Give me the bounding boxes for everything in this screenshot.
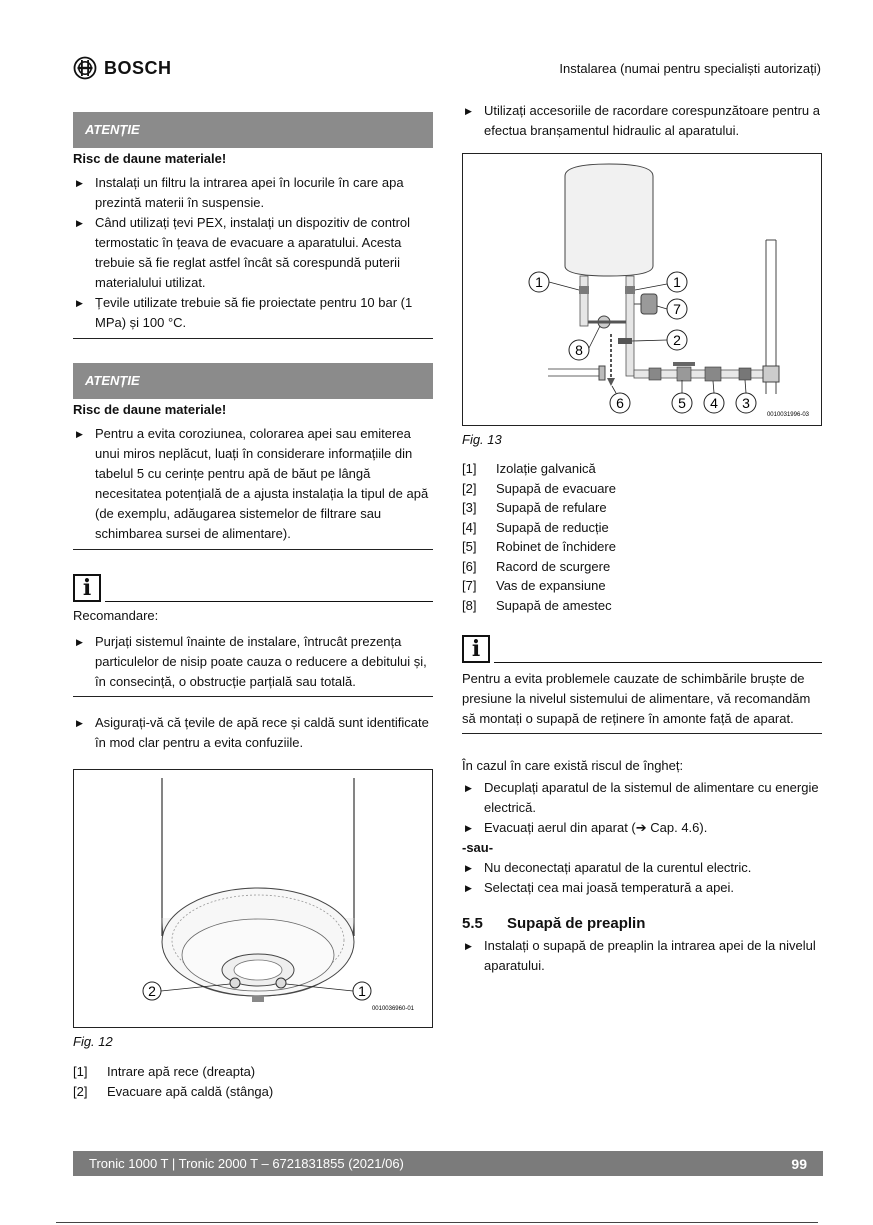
callout-label: 3 [742,395,750,411]
page-number: 99 [791,1155,807,1172]
section-title: Supapă de preaplin [507,915,646,932]
figure-code: 0010031996-03 [766,412,809,418]
info-icon: i [73,574,101,602]
list-item: ▶ Instalați o supapă de preaplin la intrarea apei de la nivelul aparatului. [462,936,822,976]
list-item: ▶ Evacuați aerul din aparat (➔ Cap. 4.6). [462,818,822,838]
callout-4 [704,381,724,413]
callout-label: 1 [673,274,681,290]
list-item: ▶ Decuplați aparatul de la sistemul de alimentare cu energie electrică. [462,778,822,818]
info-icon: i [462,635,490,663]
divider [462,733,822,734]
divider [73,338,433,339]
callout-3 [736,380,756,413]
legend-text: Vas de expansiune [496,578,606,593]
info-header [73,574,433,602]
callout-label: 1 [535,274,543,290]
legend-number: [8] [462,597,477,613]
callout-7 [657,299,687,319]
callout-label: 2 [673,332,681,348]
callout-5 [672,380,692,413]
info-list [73,632,433,692]
list-item: ▶ Selectați cea mai joasă temperatură a apei. [462,878,822,898]
list-item: ▶ Țevile utilizate trebuie să fie proiectate pentru 10 bar (1 MPa) și 100 °C. [73,293,433,333]
list-item: ▶ Când utilizați țevi PEX, instalați un dispozitiv de control termostatic în țeava de evacuare a aparatului. Acesta trebuie să fie reglat astfel încât să corespundă puterii materialului utilizat. [73,213,433,293]
info-lead: Recomandare: [73,608,159,623]
callout-label: 4 [710,395,718,411]
legend-text: Intrare apă rece (dreapta) [107,1064,256,1079]
legend-text: Supapă de evacuare [496,480,616,496]
list-item: ▶ Purjați sistemul înainte de instalare, întrucât prezența particulelor de nisip poate cauza o reducere a debitului și, în consecință, o obstrucție parțială sau totală. [73,632,433,692]
legend-text: Racord de scurgere [496,558,611,574]
figure-legend [462,459,822,615]
callout-1-right [635,272,687,292]
callout-label: 8 [575,342,583,358]
legend-text: Robinet de închidere [496,539,616,554]
legend-number: [6] [462,558,477,574]
legend-number: [2] [73,1083,88,1099]
callout-label: 7 [673,301,681,317]
legend-text: Supapă de reducție [496,519,609,535]
water-heater-bottom-illustration [74,770,432,1027]
divider [494,662,822,663]
callout-label: 5 [678,395,686,411]
legend-text: Evacuare apă caldă (stânga) [107,1083,274,1099]
warning-bar: ATENȚIE [73,112,433,148]
legend-number: [4] [462,519,477,535]
callout-1-left [529,272,579,292]
legend-number: [1] [462,461,477,476]
footer-document-id: Tronic 1000 T | Tronic 2000 T – 6721831855 (2021/06) [89,1156,404,1171]
warning-bar: ATENȚIE [73,363,433,399]
legend-number: [7] [462,578,477,593]
callout-label: 6 [616,395,624,411]
bottom-divider [56,1222,818,1223]
legend-number: [2] [462,480,477,496]
figure-caption: Fig. 13 [462,432,502,447]
list-item: ▶ Pentru a evita coroziunea, colorarea apei sau emiterea unui miros neplăcut, luați în considerare informațiile din tabelul 5 cu cerințe pentru apă de băut pe lângă necesitatea potențială de a ajusta instalația la tipul de apă (de exemplu, adăugarea sistemelor de filtrare sau schimbarea sursei de alimentare). [73,424,433,544]
legend-number: [3] [462,500,477,515]
list-item: ▶ Nu deconectați aparatul de la curentul electric. [462,858,822,878]
legend-number: [1] [73,1064,88,1079]
brand-name: BOSCH [104,57,172,78]
callout-8 [569,326,600,360]
brand-logo [73,56,172,80]
warning-list [73,424,433,544]
section-heading [462,914,822,934]
divider [73,696,433,697]
frost-list [462,778,822,838]
figure-caption: Fig. 12 [73,1034,113,1049]
warning-list [73,173,433,333]
legend-text: Supapă de amestec [496,597,612,613]
list-item: ▶ Utilizați accesoriile de racordare corespunzătoare pentru a efectua branșamentul hidraulic al aparatului. [462,101,822,141]
figure-code: 0010036960-01 [371,1006,414,1012]
warning-title: Risc de daune materiale! [73,151,227,166]
or-separator: -sau- [462,840,494,855]
legend-number: [5] [462,539,477,554]
frost-lead: În cazul în care există riscul de îngheț: [462,758,684,773]
callout-6 [610,386,630,413]
list-item: ▶ Asigurați-vă că țevile de apă rece și caldă sunt identificate în mod clar pentru a evita confuziile. [73,713,433,753]
figure-legend [73,1062,433,1101]
hydraulic-connection-diagram [463,154,821,425]
instruction-list [462,101,822,141]
callout-2 [632,330,687,350]
figure-12 [73,769,433,1028]
figure-13 [462,153,822,426]
left-column [73,112,433,1101]
list-item: ▶ Instalați un filtru la intrarea apei în locurile în care apa prezintă materii în suspensie. [73,173,433,213]
footer-bar [73,1151,823,1176]
bosch-armature-icon [73,56,97,80]
frost-list-alt [462,858,822,898]
callout-label: 2 [148,983,156,999]
info-header [462,635,822,663]
info-text: Pentru a evita problemele cauzate de schimbările bruște de presiune la nivelul sistemului de alimentare, vă recomandăm să montați o supapă de reținere în amonte față de aparat. [462,671,811,726]
instruction-list [73,713,433,753]
section-list [462,936,822,976]
page-section-title: Instalarea (numai pentru specialiști autorizați) [559,61,821,76]
divider [73,549,433,550]
warning-title: Risc de daune materiale! [73,402,227,417]
section-number: 5.5 [462,915,483,932]
legend-text: Izolație galvanică [496,461,596,476]
legend-text: Supapă de refulare [496,500,607,515]
divider [105,601,433,602]
callout-label: 1 [358,983,366,999]
right-column [462,101,822,976]
